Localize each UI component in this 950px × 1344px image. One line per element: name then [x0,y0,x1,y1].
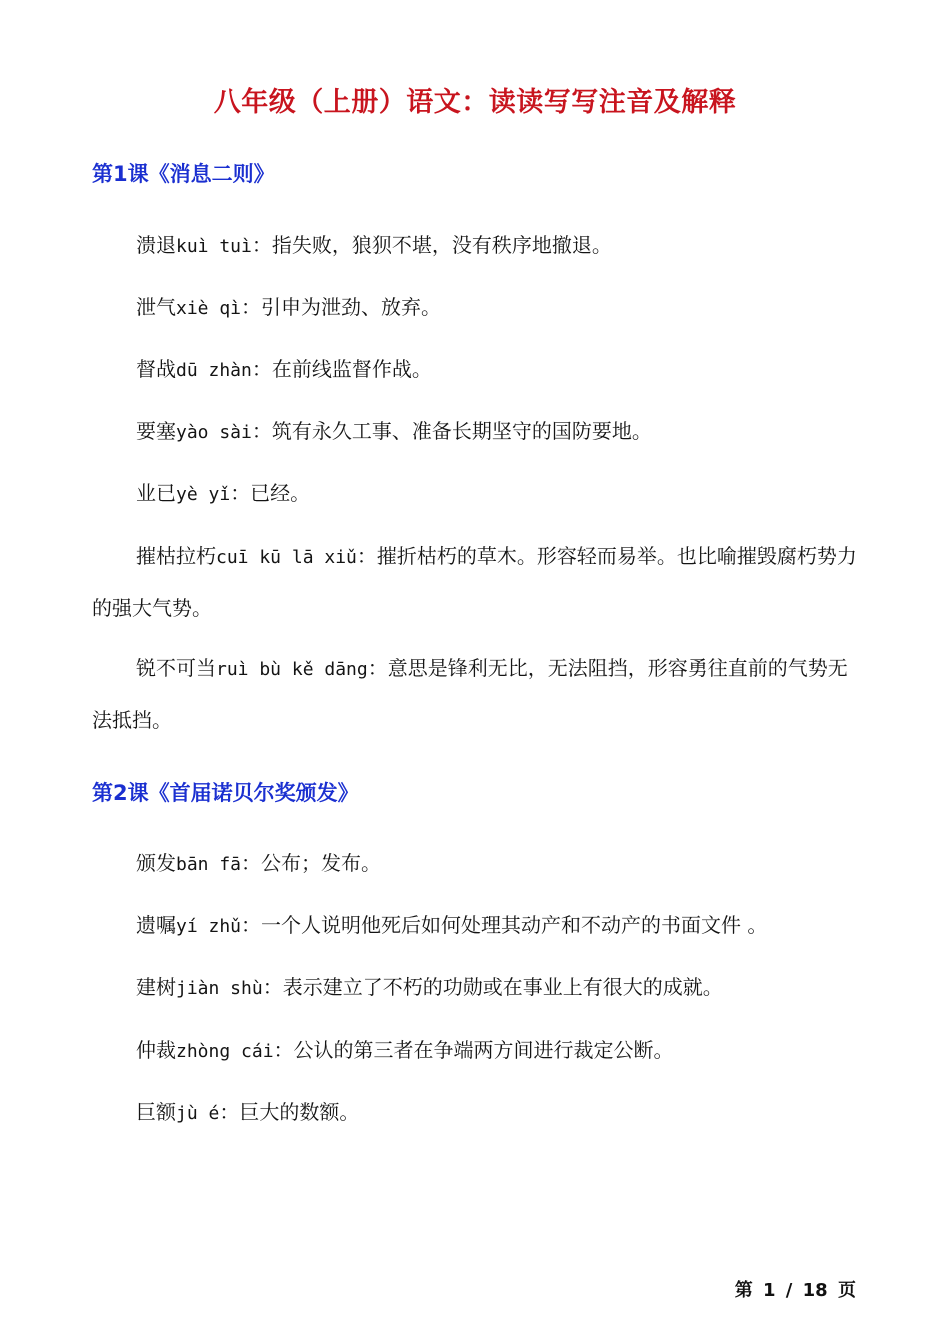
lesson-heading: 第2课《首届诺贝尔奖颁发》 [92,781,359,805]
vocab-word: 要塞 [136,419,176,443]
vocab-pinyin: ruì bù kě dāng [216,659,368,680]
page-number-separator: / [785,1280,793,1301]
vocab-entry [92,1025,862,1077]
vocab-entry [92,900,862,952]
vocab-entry [92,220,862,272]
vocab-pinyin: kuì tuì [176,236,252,257]
vocab-entry [92,838,862,890]
vocab-word: 巨额 [136,1100,176,1124]
vocab-pinyin: cuī kū lā xiǔ [216,547,357,568]
vocab-word: 摧枯拉朽 [136,544,216,568]
vocab-definition: ：筑有永久工事、准备长期坚守的国防要地。 [251,419,652,443]
vocab-definition: ：意思是锋利无比，无法阻挡，形容勇往直前的气势无法抵挡。 [92,656,848,732]
vocab-entry [92,468,862,520]
vocab-entry [92,1087,862,1139]
vocab-pinyin: yè yǐ [176,484,231,505]
vocab-word: 颁发 [136,851,176,875]
vocab-entry [92,962,862,1014]
vocab-definition: ：指失败，狼狈不堪，没有秩序地撤退。 [251,233,612,257]
vocab-definition: ：引申为泄劲、放弃。 [241,295,442,319]
vocab-pinyin: yí zhǔ [176,916,242,937]
vocab-entry [92,531,862,633]
vocab-entry [92,643,862,745]
vocab-definition: ：公认的第三者在争端两方间进行裁定公断。 [273,1038,674,1062]
vocab-definition: ：已经。 [230,481,311,505]
vocab-definition: ：巨大的数额。 [219,1100,360,1124]
vocab-word: 锐不可当 [136,656,216,680]
vocab-word: 泄气 [136,295,176,319]
page-number-current: 1 [762,1280,776,1301]
vocab-pinyin: zhòng cái [176,1041,274,1062]
vocab-word: 业已 [136,481,176,505]
lesson-heading: 第1课《消息二则》 [92,162,275,186]
vocab-word: 仲裁 [136,1038,176,1062]
vocab-pinyin: bān fā [176,854,242,875]
page-number-prefix: 第 [734,1280,753,1301]
page-title: 八年级（上册）语文：读读写写注音及解释 [213,87,737,118]
vocab-definition: ：在前线监督作战。 [251,357,432,381]
vocab-word: 建树 [136,975,176,999]
page-number-total: 18 [802,1280,828,1301]
vocab-definition: ：一个人说明他死后如何处理其动产和不动产的书面文件 。 [241,913,768,937]
page-number [733,1276,858,1302]
vocab-pinyin: jù é [176,1103,220,1124]
vocab-word: 督战 [136,357,176,381]
vocab-entry [92,282,862,334]
vocab-definition: ：摧折枯朽的草木。形容轻而易举。也比喻摧毁腐朽势力的强大气势。 [92,544,857,620]
vocab-pinyin: xiè qì [176,298,242,319]
vocab-pinyin: dū zhàn [176,360,252,381]
vocab-word: 溃退 [136,233,176,257]
vocab-pinyin: jiàn shù [176,978,263,999]
vocab-definition: ：公布；发布。 [241,851,382,875]
vocab-word: 遗嘱 [136,913,176,937]
vocab-definition: ：表示建立了不朽的功勋或在事业上有很大的成就。 [262,975,723,999]
vocab-pinyin: yào sài [176,422,252,443]
page-number-suffix: 页 [838,1280,856,1301]
vocab-entry [92,344,862,396]
vocab-entry [92,406,862,458]
